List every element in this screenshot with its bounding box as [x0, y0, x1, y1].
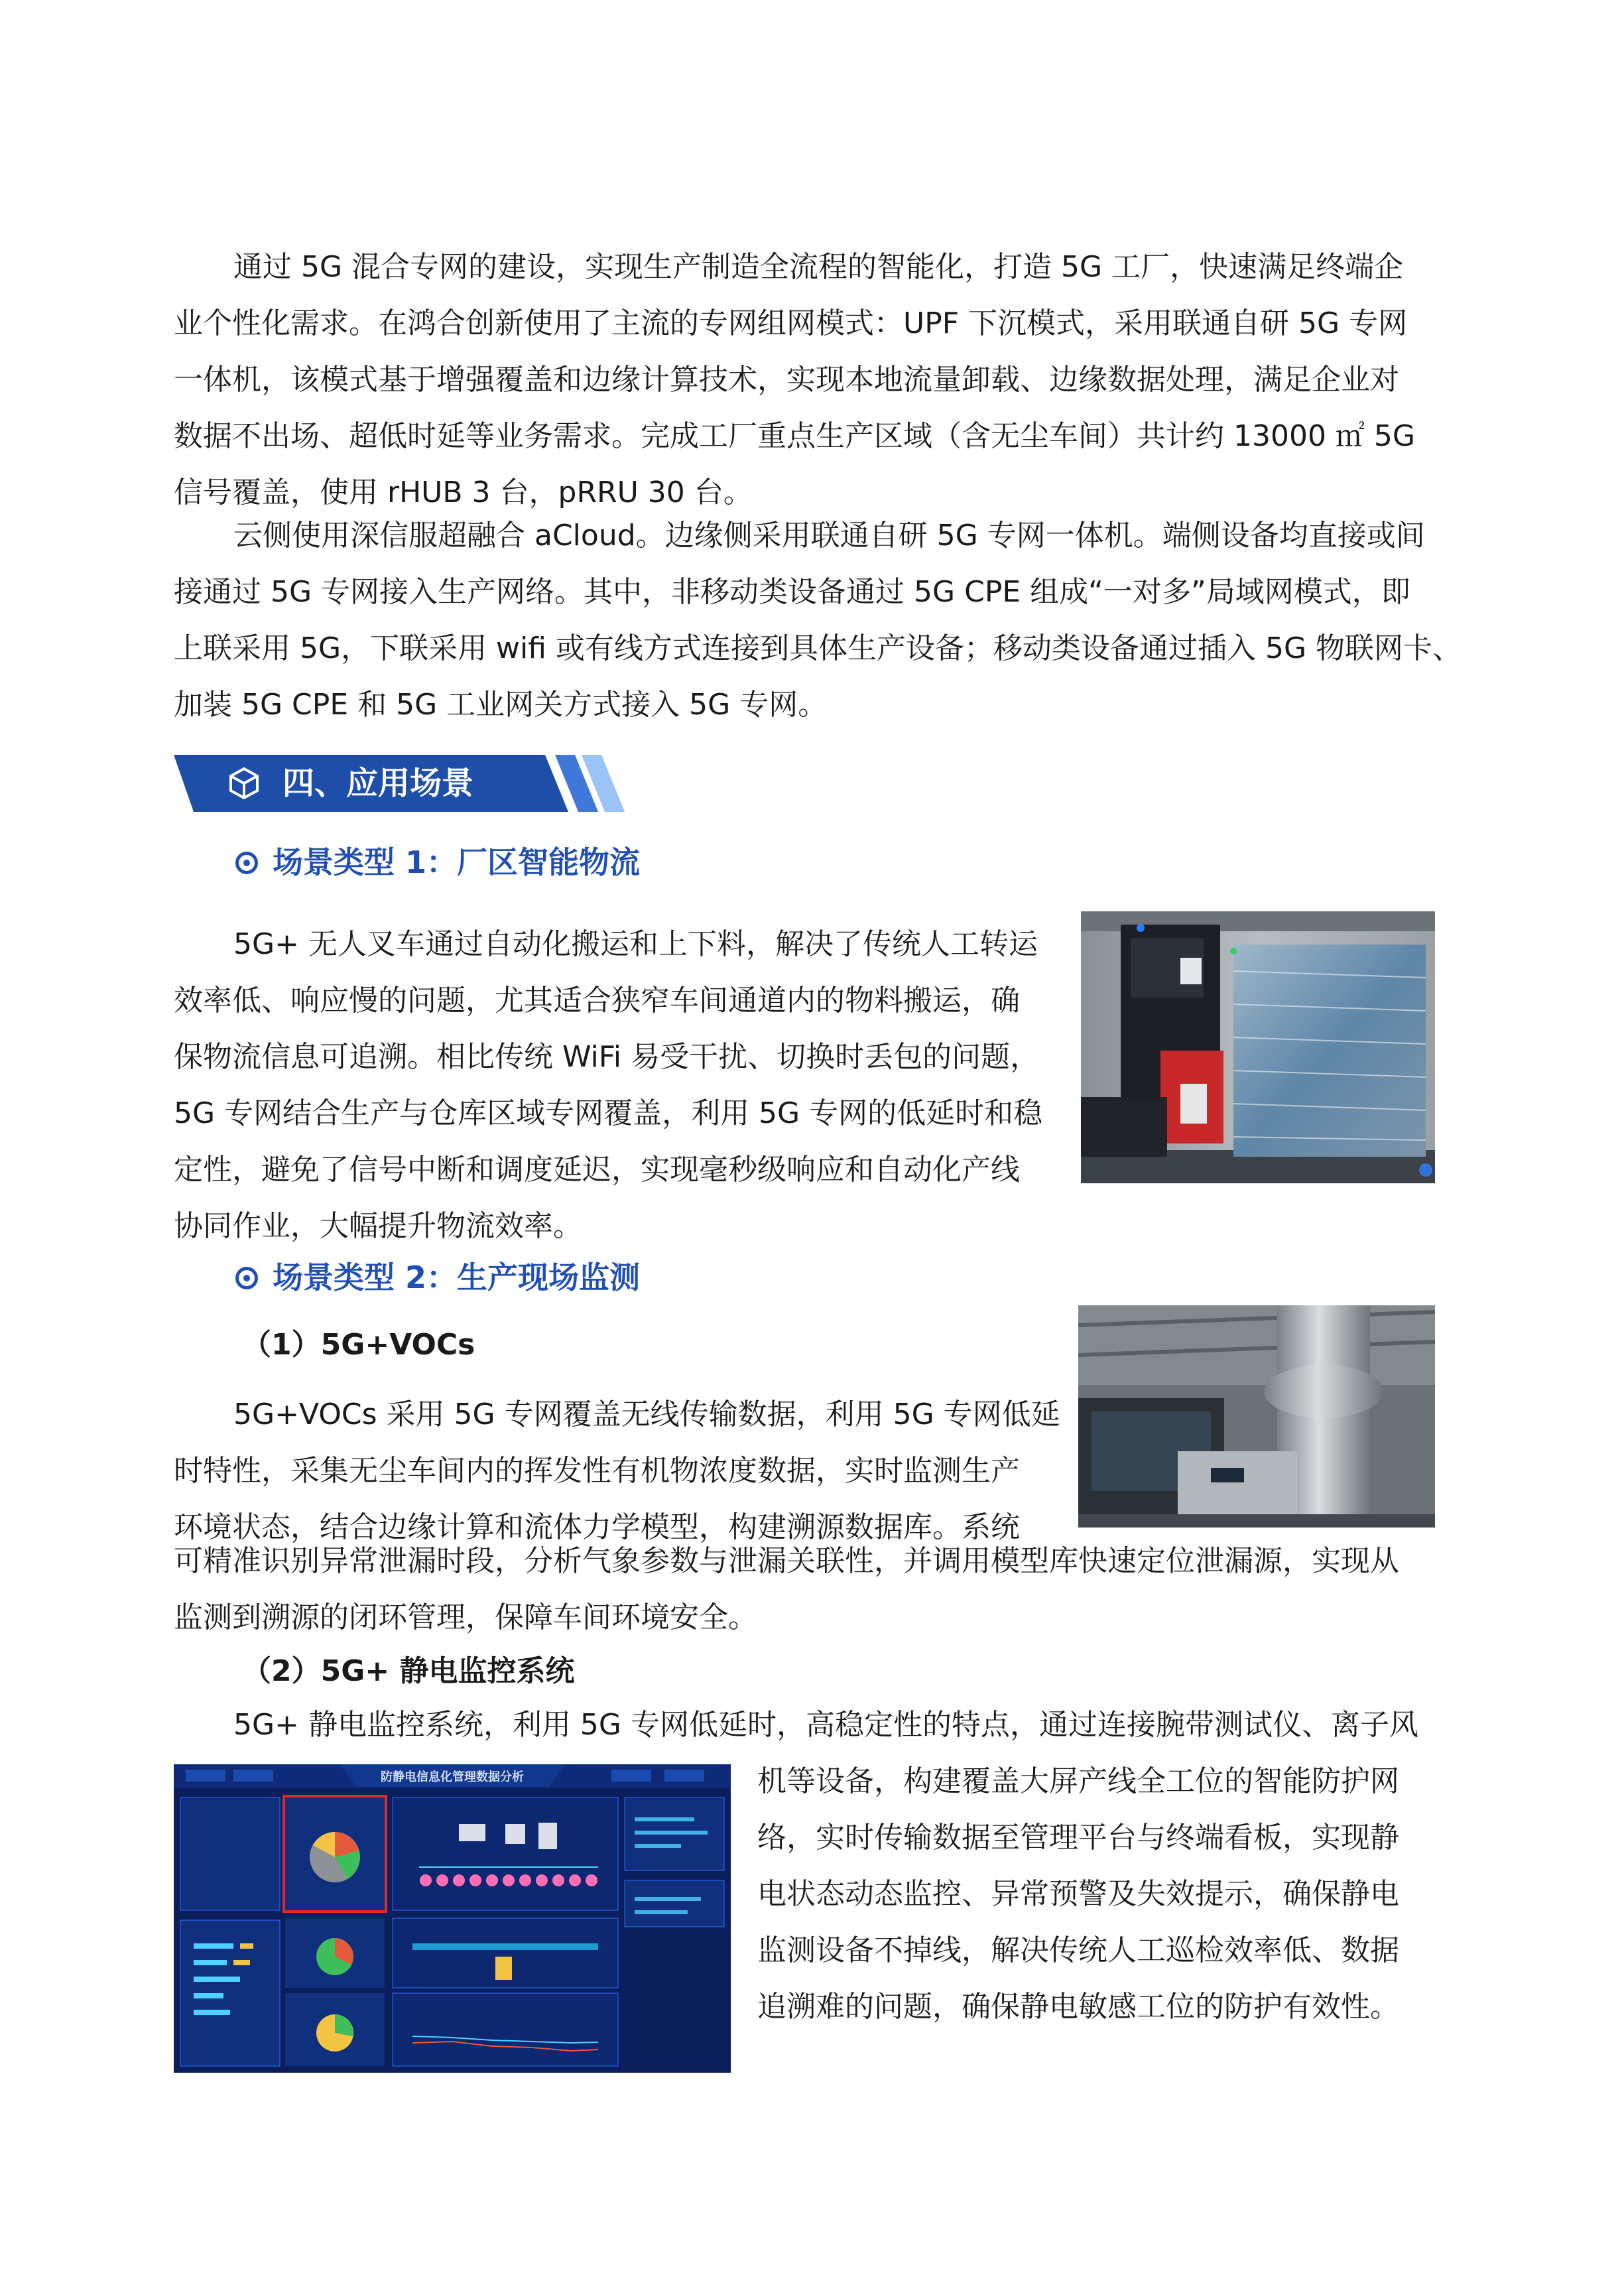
text-line: 效率低、响应慢的问题，尤其适合狭窄车间通道内的物料搬运，确 [174, 984, 1020, 1017]
text-line: 保物流信息可追溯。相比传统 WiFi 易受干扰、切换时丢包的问题， [174, 1040, 1040, 1074]
scenario-1-heading-text: 场景类型 1：厂区智能物流 [273, 844, 641, 880]
text-line: 5G+ 静电监控系统，利用 5G 专网低延时，高稳定性的特点，通过连接腕带测试仪、离子风 [233, 1708, 1419, 1742]
text-line: 定性，避免了信号中断和调度延迟，实现毫秒级响应和自动化产线 [174, 1153, 1020, 1187]
scenario-1-paragraph [174, 916, 1062, 1254]
intro-paragraph-1 [174, 239, 1434, 521]
scenario-1-heading [235, 842, 640, 882]
vocs-paragraph-wide [174, 1533, 1434, 1646]
esd-paragraph-narrow [757, 1753, 1434, 2035]
section-banner [174, 755, 625, 812]
dashboard-title: 防静电信息化管理数据分析 [381, 1770, 524, 1784]
text-line: 时特性，采集无尘车间内的挥发性有机物浓度数据，实时监测生产 [174, 1454, 1020, 1488]
vocs-duct-photo [1078, 1305, 1435, 1528]
text-line: 机等设备，构建覆盖大屏产线全工位的智能防护网 [757, 1764, 1399, 1798]
text-line: 5G 专网结合生产与仓库区域专网覆盖，利用 5G 专网的低延时和稳 [174, 1096, 1043, 1130]
bullet-circle-icon [235, 1267, 258, 1289]
text-line: 上联采用 5G，下联采用 wifi 或有线方式连接到具体生产设备；移动类设备通过插入 5G 物联网卡、 [174, 631, 1462, 665]
vocs-paragraph-narrow [174, 1386, 1062, 1555]
text-line: 电状态动态监控、异常预警及失效提示，确保静电 [757, 1877, 1399, 1911]
section-title: 四、应用场景 [282, 765, 474, 802]
text-line: 业个性化需求。在鸿合创新使用了主流的专网组网模式：UPF 下沉模式，采用联通自研 5G 专网 [174, 306, 1408, 340]
esd-dashboard-screenshot [174, 1764, 731, 2073]
text-line: 监测设备不掉线，解决传统人工巡检效率低、数据 [757, 1933, 1399, 1967]
scenario-2-heading-text: 场景类型 2：生产现场监测 [273, 1260, 641, 1295]
text-line: 监测到溯源的闭环管理，保障车间环境安全。 [174, 1600, 757, 1634]
cube-icon [227, 766, 261, 801]
esd-subheading: （2）5G+ 静电监控系统 [242, 1654, 575, 1688]
text-line: 加装 5G CPE 和 5G 工业网关方式接入 5G 专网。 [174, 688, 828, 722]
agv-forklift-photo [1081, 911, 1435, 1183]
intro-paragraph-2 [174, 507, 1462, 733]
text-line: 可精准识别异常泄漏时段，分析气象参数与泄漏关联性，并调用模型库快速定位泄漏源，实现从 [174, 1544, 1399, 1578]
text-line: 信号覆盖，使用 rHUB 3 台，pRRU 30 台。 [174, 476, 753, 509]
scenario-2-heading [235, 1258, 640, 1297]
text-line: 一体机，该模式基于增强覆盖和边缘计算技术，实现本地流量卸载、边缘数据处理，满足企业对 [174, 363, 1399, 397]
bullet-circle-icon [235, 852, 258, 874]
text-line: 接通过 5G 专网接入生产网络。其中，非移动类设备通过 5G CPE 组成“一对多”局域网模式，即 [174, 575, 1410, 609]
text-line: 环境状态，结合边缘计算和流体力学模型，构建溯源数据库。系统 [174, 1510, 1020, 1544]
text-line: 追溯难的问题，确保静电敏感工位的防护有效性。 [757, 1990, 1399, 2024]
vocs-subheading: （1）5G+VOCs [242, 1328, 475, 1362]
text-line: 通过 5G 混合专网的建设，实现生产制造全流程的智能化，打造 5G 工厂，快速满足终端企 [233, 250, 1404, 284]
text-line: 协同作业，大幅提升物流效率。 [174, 1209, 582, 1243]
text-line: 5G+VOCs 采用 5G 专网覆盖无线传输数据，利用 5G 专网低延 [233, 1398, 1060, 1431]
esd-paragraph-first [174, 1697, 1434, 1753]
text-line: 数据不出场、超低时延等业务需求。完成工厂重点生产区域（含无尘车间）共计约 13000 ㎡ 5G [174, 419, 1416, 453]
text-line: 5G+ 无人叉车通过自动化搬运和上下料，解决了传统人工转运 [233, 927, 1038, 961]
text-line: 络，实时传输数据至管理平台与终端看板，实现静 [757, 1821, 1399, 1855]
text-line: 云侧使用深信服超融合 aCloud。边缘侧采用联通自研 5G 专网一体机。端侧设备均直接或间 [233, 519, 1425, 553]
